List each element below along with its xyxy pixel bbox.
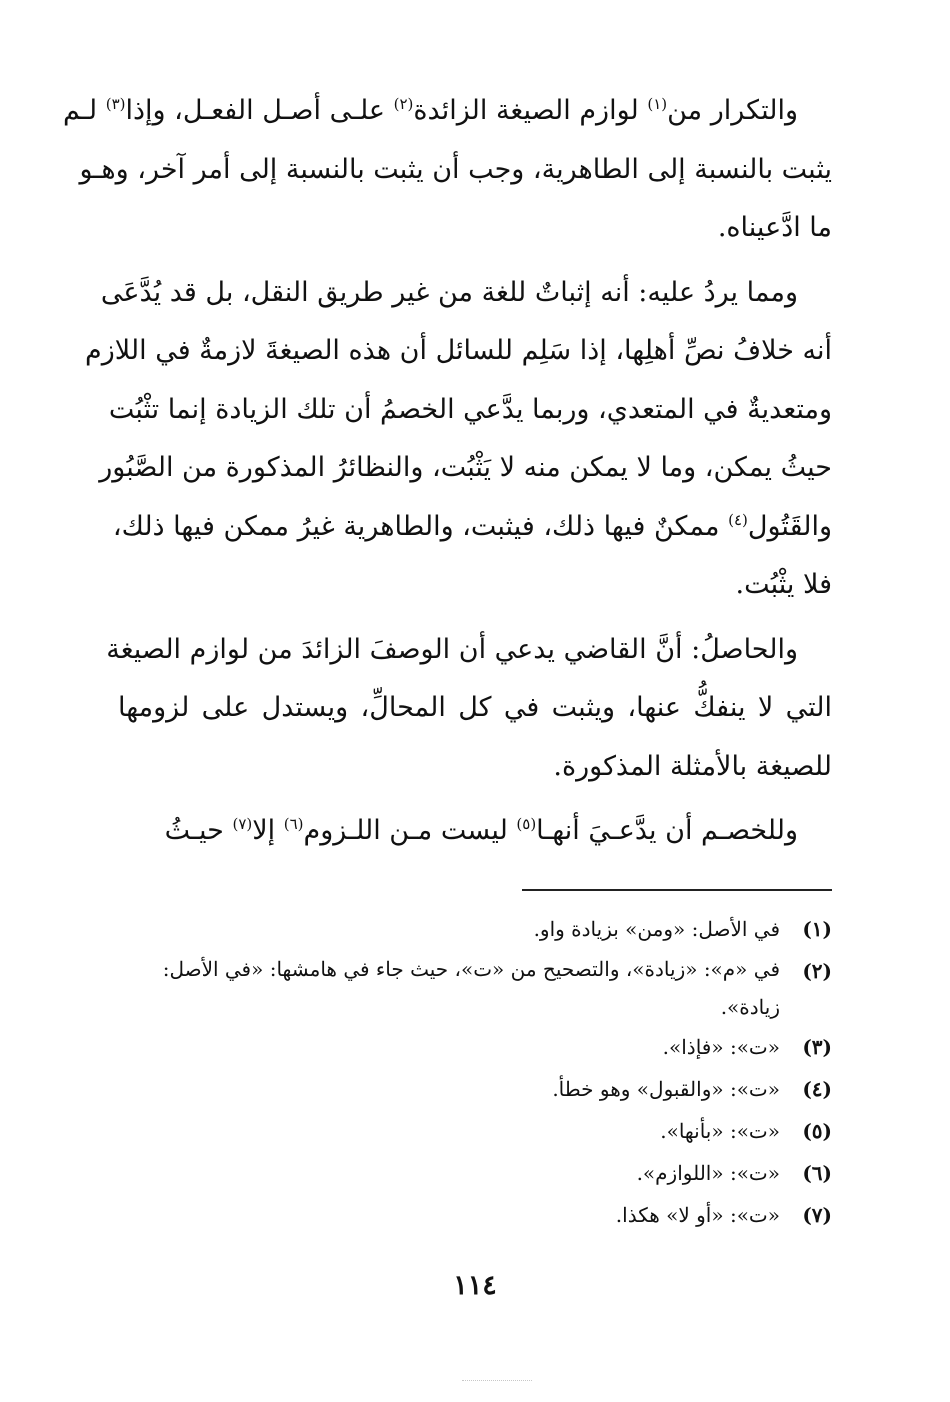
page-number: ١١٤ <box>453 1270 497 1301</box>
footnote-ref: (٧) <box>232 815 253 833</box>
footnote-number: (٣) <box>802 1035 832 1059</box>
text-line <box>100 264 832 323</box>
footnote-number: (١) <box>802 917 832 941</box>
main-text <box>63 82 832 861</box>
footnote-divider <box>522 889 832 891</box>
footnote-text: «ت»: «بأنها». <box>660 1119 780 1143</box>
text-run: ليست مـن اللـزوم <box>303 815 517 846</box>
footnote <box>118 950 832 1026</box>
paragraph <box>106 621 832 797</box>
footnote-number: (٦) <box>802 1161 832 1185</box>
footnote <box>118 908 832 950</box>
text-line <box>112 498 832 557</box>
text-run: حيـثُ <box>164 815 233 846</box>
footnote <box>118 1026 832 1068</box>
paragraph <box>118 802 832 861</box>
text-line <box>99 439 832 498</box>
footnote-text: «ت»: «والقبول» وهو خطأ. <box>552 1077 780 1101</box>
text-run: ممكنٌ فيها ذلك، فيثبت، والطاهرية غيرُ ممكن فيها ذلك، <box>112 510 729 542</box>
text-run: للصيغة بالأمثلة المذكورة. <box>553 750 832 782</box>
text-line <box>118 556 832 615</box>
text-run: لـم <box>63 95 106 126</box>
footnote-text: «ت»: «فإذا». <box>662 1035 780 1059</box>
text-run: حيثُ يمكن، وما لا يمكن منه لا يَثْبُت، والنظائرُ المذكورة من الصَّبُور <box>99 452 832 483</box>
text-run: وللخصـم أن يدَّعـيَ أنهـا <box>536 815 798 846</box>
text-line <box>79 141 832 200</box>
footnote-ref: (٢) <box>393 95 414 113</box>
text-run: علـى أصـل الفعـل، وإذا <box>125 95 394 126</box>
text-run: أنه خلافُ نصِّ أهلِها، إذا سَلِم للسائل أن هذه الصيغةَ لازمةٌ في اللازم <box>85 335 832 366</box>
footnote-ref: (٣) <box>105 95 126 113</box>
text-line <box>108 381 832 440</box>
text-line <box>85 322 832 381</box>
text-run: ومما يردُ عليه: أنه إثباتٌ للغة من غير طريق النقل، بل قد يُدَّعَى <box>100 276 798 308</box>
footnote <box>118 1152 832 1194</box>
footnote-number: (٢) <box>802 959 832 983</box>
text-run: والتكرار من <box>667 95 798 126</box>
footnote <box>118 1110 832 1152</box>
text-run: يثبت بالنسبة إلى الطاهرية، وجب أن يثبت بالنسبة إلى أمر آخر، وهـو <box>79 153 832 185</box>
footnote-number: (٧) <box>802 1203 832 1227</box>
footnote-text: «ت»: «اللوازم». <box>636 1161 780 1185</box>
footnote-ref: (٦) <box>283 815 304 833</box>
text-line <box>106 621 832 680</box>
footnote-number: (٥) <box>802 1119 832 1143</box>
footnotes <box>118 908 832 1236</box>
text-run: لوازم الصيغة الزائدة <box>413 95 648 126</box>
footnote-ref: (١) <box>647 95 668 113</box>
footnote <box>118 1194 832 1236</box>
paragraph <box>85 264 832 615</box>
footnote-ref: (٥) <box>516 815 537 833</box>
text-run: والقَتُول <box>747 510 832 542</box>
scan-artifact <box>462 1380 532 1381</box>
text-run: ومتعديةٌ في المتعدي، وربما يدَّعي الخصمُ أن تلك الزيادة إنما تثْبُت <box>108 393 832 425</box>
text-run: إلا <box>252 815 284 846</box>
footnote-number: (٤) <box>802 1077 832 1101</box>
footnote-text: في الأصل: «ومن» بزيادة واو. <box>533 917 780 941</box>
text-run: ما ادَّعيناه. <box>717 212 832 243</box>
text-line <box>118 199 832 258</box>
text-line <box>63 82 832 141</box>
footnote-text: في «م»: «زيادة»، والتصحيح من «ت»، حيث جاء في هامشها: «في الأصل: زيادة». <box>162 957 780 1019</box>
text-line <box>118 738 832 797</box>
footnote <box>118 1068 832 1110</box>
text-run: التي لا ينفكُّ عنها، ويثبت في كل المحالِّ، ويستدل على لزومها <box>118 692 832 723</box>
text-line <box>118 802 832 861</box>
text-run: فلا يثْبُت. <box>735 569 832 600</box>
footnote-text: «ت»: «أو لا» هكذا. <box>615 1203 780 1227</box>
text-line <box>118 679 832 738</box>
paragraph <box>63 82 832 258</box>
text-run: والحاصلُ: أنَّ القاضي يدعي أن الوصفَ الزائدَ من لوازم الصيغة <box>106 633 798 665</box>
footnote-ref: (٤) <box>728 510 748 529</box>
